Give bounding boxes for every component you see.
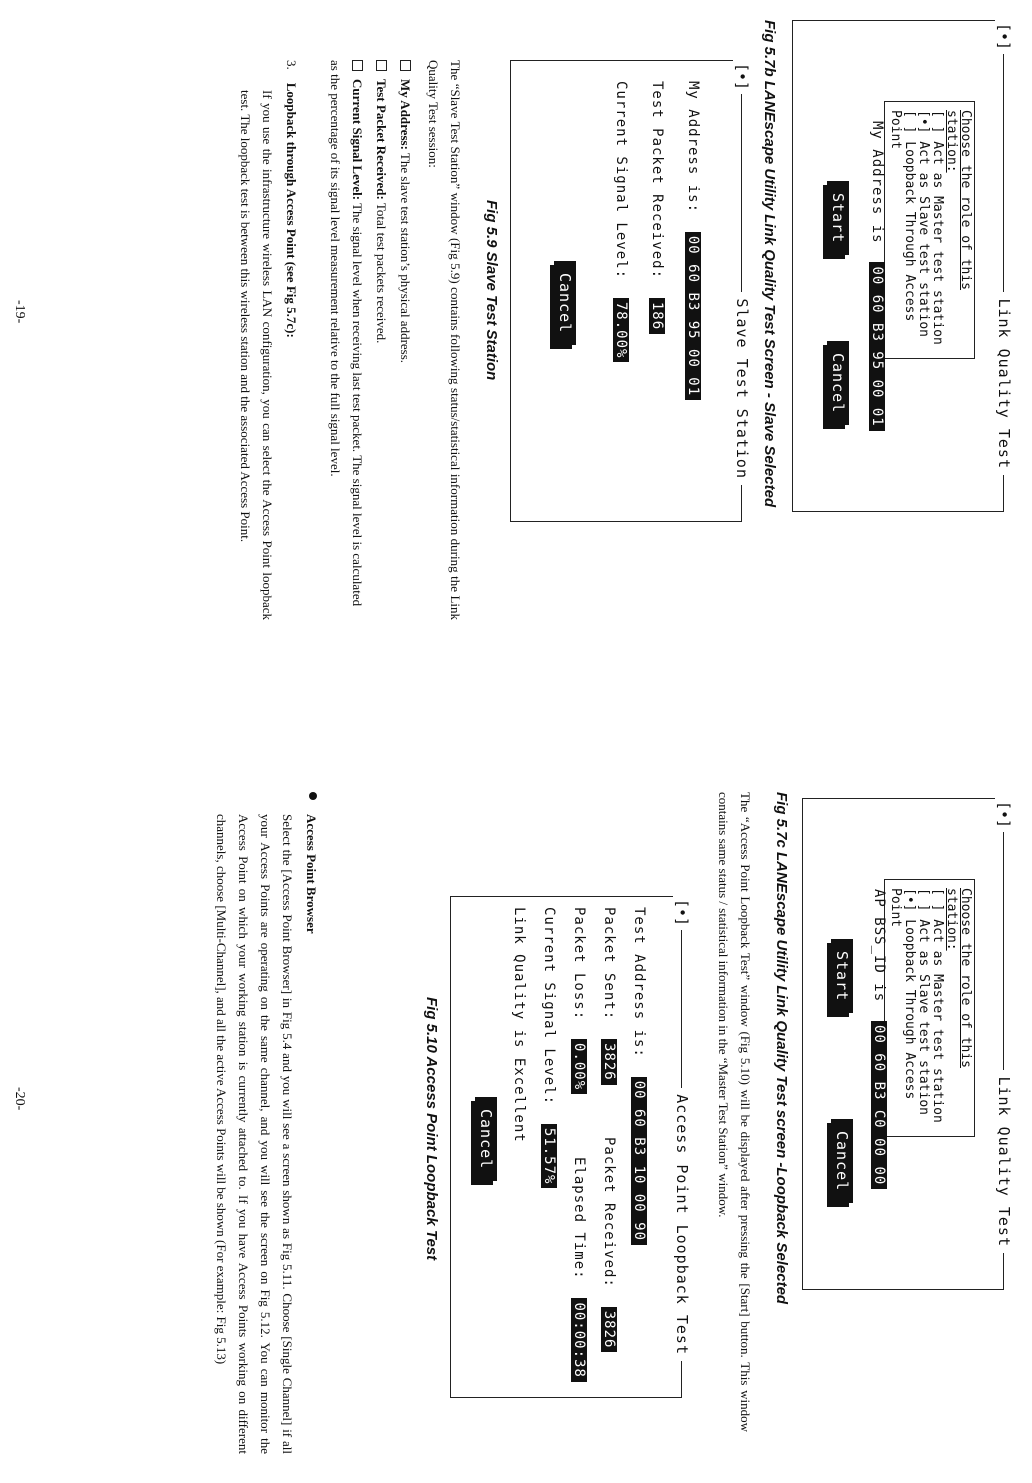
cancel-button[interactable]: Cancel [831, 1119, 853, 1203]
figure-caption-5-9: Fig 5.9 Slave Test Station [483, 200, 500, 381]
page-number: -20- [12, 1087, 27, 1111]
role-options-group[interactable] [884, 879, 975, 1137]
packet-received-value: 3826 [601, 1307, 617, 1353]
packets-received-label: Test Packet Received: [649, 81, 665, 280]
test-address-value: 00 60 B3 10 00 90 [631, 1077, 647, 1245]
cancel-button[interactable]: Cancel [475, 1097, 497, 1181]
elapsed-time-value: 00:00:38 [571, 1298, 587, 1381]
window-close-icon[interactable]: [•] [995, 19, 1013, 54]
address-value: 00 60 B3 95 00 01 [869, 262, 885, 430]
slave-test-station-window [510, 60, 751, 522]
window-title: Slave Test Station [733, 292, 751, 485]
start-button[interactable]: Start [831, 939, 853, 1013]
figure-caption-5-7c: Fig 5.7c LANEscape Utility Link Quality Test screen -Loopback Selected [773, 792, 790, 1305]
bullet-dot-icon [309, 792, 317, 800]
role-option-master[interactable]: [ ] Act as Master test station [930, 888, 945, 1123]
page-20 [0, 742, 1032, 1483]
figure-caption-5-10: Fig 5.10 Access Point Loopback Test [423, 997, 440, 1261]
page-number: -19- [12, 300, 27, 324]
role-option-loopback[interactable]: [•] Loopback Through Access Point [888, 888, 917, 1100]
role-option-slave[interactable]: [•] Act as Slave test station [916, 110, 931, 337]
bullet-packets-received: Test Packet Received: Total test packets received. [370, 60, 392, 620]
packets-received-value: 186 [649, 298, 665, 334]
packet-sent-value: 3826 [601, 1039, 617, 1085]
signal-level-value: 78.00% [613, 298, 629, 363]
window-title: Link Quality Test [995, 1070, 1013, 1253]
window-title: Link Quality Test [995, 292, 1013, 475]
address-value: 00 60 B3 95 00 01 [685, 232, 701, 400]
role-option-slave[interactable]: [ ] Act as Slave test station [916, 888, 931, 1115]
packet-sent-label: Packet Sent: [601, 907, 617, 1021]
access-point-loopback-window [450, 896, 691, 1398]
cancel-button[interactable]: Cancel [827, 341, 849, 425]
page-19 [0, 0, 1032, 740]
role-options-group[interactable] [884, 101, 975, 359]
window-close-icon[interactable]: [•] [995, 797, 1013, 832]
signal-level-label: Current Signal Level: [541, 907, 557, 1106]
cancel-button[interactable]: Cancel [554, 261, 576, 345]
link-quality-window-loopback [802, 798, 1013, 1290]
address-label: My Address is [869, 121, 885, 244]
role-options-title: Choose the role of this station: [944, 110, 973, 291]
start-button[interactable]: Start [827, 181, 849, 255]
section-paragraph: If you use the infrastructure wireless LAN configuration, you can select the Access Point loopback test. The loopback test is between this wireless station and the associated Access Point. [238, 90, 275, 620]
packet-received-label: Packet Received: [601, 1137, 617, 1288]
elapsed-time-label: Elapsed Time: [571, 1157, 587, 1280]
section-heading: 3. Loopback through Access Point (see Fig 5.7c): [284, 60, 299, 338]
checkbox-bullet-icon [400, 60, 411, 71]
ap-bssid-value: 00 60 B3 C0 00 00 [871, 1021, 887, 1189]
checkbox-bullet-icon [352, 60, 363, 71]
link-quality-status: Link Quality is Excellent [511, 907, 527, 1143]
window-title: Access Point Loopback Test [673, 1088, 691, 1361]
bullet-signal-level: Current Signal Level: The signal level when receiving last test packet. The signal level is calculated as the percentage of its signal level measurement relative to the full signal level. [328, 60, 365, 607]
test-address-label: Test Address is: [631, 907, 647, 1058]
packet-loss-value: 0.00% [571, 1039, 587, 1094]
slave-intro-paragraph: The “Slave Test Station” window (Fig 5.9) contains following status/statistical information during the Link Quality Test session: [426, 60, 463, 620]
role-option-loopback[interactable]: [ ] Loopback Through Access Point [888, 110, 917, 322]
signal-level-value: 51.57% [541, 1124, 557, 1189]
checkbox-bullet-icon [376, 60, 387, 71]
link-quality-window-slave [792, 20, 1013, 512]
window-close-icon[interactable]: [•] [733, 59, 751, 94]
packet-loss-label: Packet Loss: [571, 907, 587, 1021]
access-point-browser-heading: Access Point Browser [300, 792, 322, 1432]
bullet-my-address: My Address: The slave test station’s physical address. [394, 60, 416, 620]
role-option-master[interactable]: [ ] Act as Master test station [930, 110, 945, 345]
ap-bssid-label: AP BSS_ID is [871, 889, 887, 1003]
signal-level-label: Current Signal Level: [613, 81, 629, 280]
access-point-browser-paragraph: Select the [Access Point Browser] in Fig 5.4 and you will see a screen shown as Fig 5.11. Choose [Single Channel] if all your Access Points are operating on the same channel, and you will see the screen on Fig 5.12. You can monitor the Access Point on which your working station is currently attached to. If you have Access Points working on different channels, choose [Multi-Channel], and all the active Access Points will be shown (For example: Fig 5.13) [214, 814, 295, 1454]
loopback-intro-paragraph: The “Access Point Loopback Test” window (Fig 5.10) will be displayed after pressing the [Start] button. This window contains same status / statistical information in the “Master Test Station” window. [716, 792, 753, 1432]
role-options-title: Choose the role of this station: [944, 888, 973, 1069]
figure-caption-5-7b: Fig 5.7b LANEscape Utility Link Quality Test Screen - Slave Selected [761, 20, 778, 508]
window-close-icon[interactable]: [•] [673, 895, 691, 930]
address-label: My Address is: [685, 81, 701, 214]
